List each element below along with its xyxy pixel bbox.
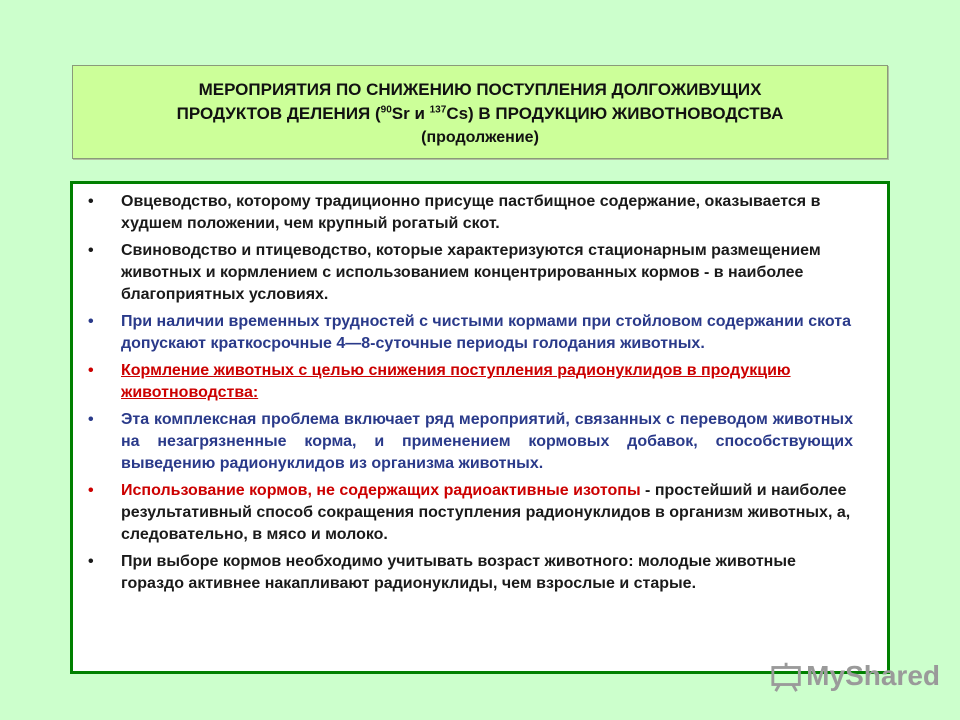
- item-text-highlight: Использование кормов, не содержащих радиоактивные изотопы: [121, 482, 641, 499]
- title-line-1: МЕРОПРИЯТИЯ ПО СНИЖЕНИЮ ПОСТУПЛЕНИЯ ДОЛГОЖИВУЩИХ: [198, 80, 762, 99]
- cs-symbol: Cs) В ПРОДУКЦИЮ ЖИВОТНОВОДСТВА: [446, 104, 784, 123]
- sr-symbol: Sr и: [391, 104, 430, 123]
- bullet-list: [73, 184, 887, 595]
- list-item: [88, 409, 853, 475]
- title-box: [72, 65, 888, 159]
- bullet-marker: •: [88, 482, 94, 499]
- title-line-2: [73, 102, 887, 126]
- bullet-marker: •: [88, 362, 94, 379]
- bullet-marker: •: [88, 193, 94, 210]
- item-text-underlined: Кормление животных с целью снижения поступления радионуклидов в продукцию животноводства:: [121, 362, 791, 401]
- list-item: [88, 551, 853, 595]
- item-text: При наличии временных трудностей с чистыми кормами при стойловом содержании скота допускают краткосрочные 4—8-суточные периоды голодания животных.: [121, 313, 851, 352]
- title-subtitle: (продолжение): [421, 129, 539, 146]
- bullet-marker: •: [88, 553, 94, 570]
- list-item: [88, 360, 853, 404]
- watermark: [770, 656, 940, 696]
- content-box: [70, 181, 890, 674]
- list-item: [88, 240, 853, 306]
- presentation-board-icon: [770, 659, 802, 693]
- item-text: Свиноводство и птицеводство, которые характеризуются стационарным размещением животных и кормлением с использованием концентрированных кормов - в наиболее благоприятных условиях.: [121, 242, 821, 303]
- bullet-marker: •: [88, 411, 94, 428]
- watermark-text: MyShared: [806, 660, 940, 691]
- list-item: [88, 480, 853, 546]
- title-line-2-prefix: ПРОДУКТОВ ДЕЛЕНИЯ (: [176, 104, 381, 123]
- cs-mass-number: 137: [429, 104, 447, 116]
- bullet-marker: •: [88, 242, 94, 259]
- list-item: [88, 311, 853, 355]
- item-text: - простейший и наиболее результативный способ сокращения поступления радионуклидов в организм животных, а, следовательно, в мясо и молоко.: [121, 482, 851, 543]
- list-item: [88, 191, 853, 235]
- item-text: Эта комплексная проблема включает ряд мероприятий, связанных с переводом животных на незагрязненные корма, и применением кормовых добавок, способствующих выведению радионуклидов из организма животных.: [121, 411, 853, 472]
- item-text: Овцеводство, которому традиционно присуще пастбищное содержание, оказывается в худшем положении, чем крупный рогатый скот.: [121, 193, 821, 232]
- item-text: При выборе кормов необходимо учитывать возраст животного: молодые животные гораздо активнее накапливают радионуклиды, чем взрослые и старые.: [121, 553, 796, 592]
- bullet-marker: •: [88, 313, 94, 330]
- sr-mass-number: 90: [380, 104, 392, 116]
